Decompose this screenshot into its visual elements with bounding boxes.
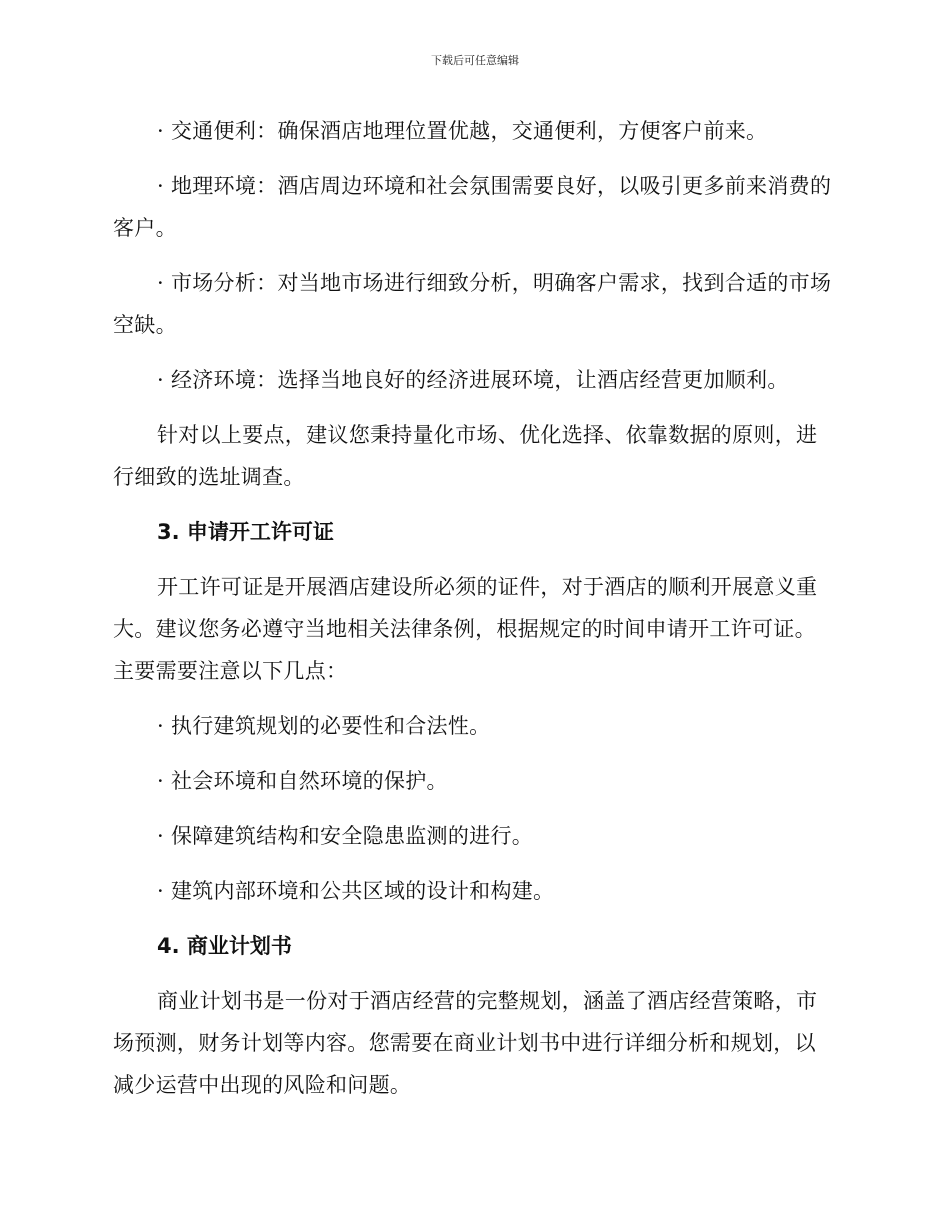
section3-heading: 3. 申请开工许可证 [157, 520, 334, 544]
bullet-geography: · 地理环境：酒店周边环境和社会氛围需要良好，以吸引更多前来消费的客户。 [113, 174, 832, 240]
section3-bullet: · 建筑内部环境和公共区域的设计和构建。 [157, 879, 555, 903]
document-body [113, 110, 833, 1106]
section3-bullet: · 保障建筑结构和安全隐患监测的进行。 [157, 824, 534, 848]
section3-bullet: · 社会环境和自然环境的保护。 [157, 769, 448, 793]
page-header: 下载后可任意编辑 [431, 54, 519, 67]
bullet-transport: · 交通便利：确保酒店地理位置优越，交通便利，方便客户前来。 [157, 119, 768, 143]
section3-paragraph: 开工许可证是开展酒店建设所必须的证件，对于酒店的顺利开展意义重大。建议您务必遵守当地相关法律条例，根据规定的时间申请开工许可证。主要需要注意以下几点： [113, 575, 818, 683]
section3-bullet: · 执行建筑规划的必要性和合法性。 [157, 714, 491, 738]
section2-summary: 针对以上要点，建议您秉持量化市场、优化选择、依靠数据的原则，进行细致的选址调查。 [113, 423, 818, 489]
section4-heading: 4. 商业计划书 [157, 934, 292, 958]
section4-paragraph: 商业计划书是一份对于酒店经营的完整规划，涵盖了酒店经营策略，市场预测，财务计划等内容。您需要在商业计划书中进行详细分析和规划，以减少运营中出现的风险和问题。 [113, 989, 818, 1097]
bullet-market-analysis: · 市场分析：对当地市场进行细致分析，明确客户需求，找到合适的市场空缺。 [113, 271, 832, 337]
bullet-economy: · 经济环境：选择当地良好的经济进展环境，让酒店经营更加顺利。 [157, 368, 789, 392]
